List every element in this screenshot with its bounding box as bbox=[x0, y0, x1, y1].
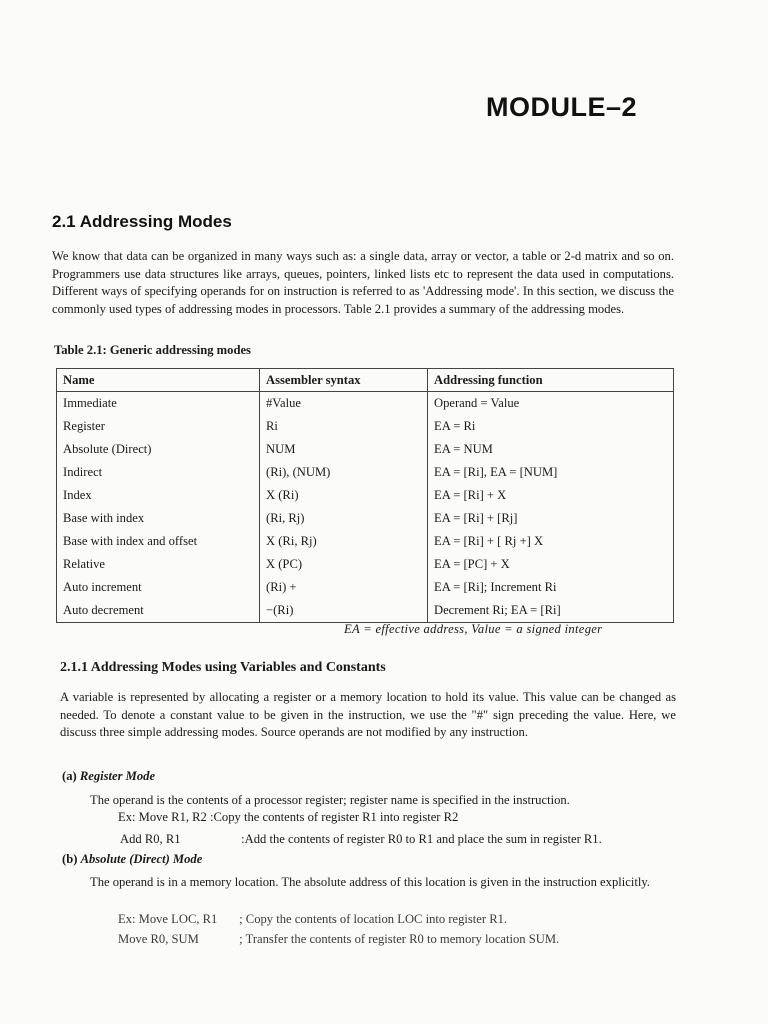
mode-syntax: (Ri), (NUM) bbox=[260, 461, 428, 484]
example-code: Add R0, R1 bbox=[120, 832, 181, 846]
table-row bbox=[57, 553, 674, 576]
subsection-intro-paragraph: A variable is represented by allocating a register or a memory location to hold its value. This value can be changed as needed. To denote a constant value to be given in the instruction, we use the "#" sign preceding the value. Here, we discuss three simple addressing modes. Source operands are not modified by any instruction. bbox=[60, 690, 676, 739]
example-comment: ; Copy the contents of location LOC into register R1. bbox=[239, 912, 508, 926]
example-comment: :Copy the contents of register R1 into register R2 bbox=[210, 810, 459, 824]
example-code: Ex: Move R1, R2 bbox=[118, 810, 207, 824]
table-caption: Table 2.1: Generic addressing modes bbox=[54, 343, 251, 357]
mode-name: Auto increment bbox=[57, 576, 260, 599]
absolute-mode-heading bbox=[62, 852, 202, 867]
mode-syntax: X (Ri, Rj) bbox=[260, 530, 428, 553]
module-title: MODULE–2 bbox=[486, 92, 638, 122]
column-header-function: Addressing function bbox=[428, 369, 674, 392]
mode-syntax: (Ri, Rj) bbox=[260, 507, 428, 530]
table-row bbox=[57, 392, 674, 416]
mode-name: Immediate bbox=[57, 392, 260, 416]
mode-syntax: Ri bbox=[260, 415, 428, 438]
mode-function: EA = [Ri] + X bbox=[428, 484, 674, 507]
mode-function: EA = [Ri] + [Rj] bbox=[428, 507, 674, 530]
mode-function: EA = [Ri]; Increment Ri bbox=[428, 576, 674, 599]
item-title: Register Mode bbox=[79, 769, 156, 783]
mode-name: Absolute (Direct) bbox=[57, 438, 260, 461]
table-row bbox=[57, 438, 674, 461]
table-row bbox=[57, 461, 674, 484]
mode-name: Index bbox=[57, 484, 260, 507]
table-header-row bbox=[57, 369, 674, 392]
absolute-mode-example-2 bbox=[118, 932, 559, 947]
mode-syntax: X (Ri) bbox=[260, 484, 428, 507]
subsection-title: 2.1.1 Addressing Modes using Variables and Constants bbox=[60, 660, 386, 675]
mode-syntax: (Ri) + bbox=[260, 576, 428, 599]
table-footnote: EA = effective address, Value = a signed integer bbox=[344, 622, 603, 636]
mode-name: Auto decrement bbox=[57, 599, 260, 623]
table-row bbox=[57, 484, 674, 507]
register-mode-description: The operand is the contents of a processor register; register name is specified in the instruction. bbox=[90, 793, 570, 807]
mode-syntax: NUM bbox=[260, 438, 428, 461]
mode-name: Base with index bbox=[57, 507, 260, 530]
register-mode-example-1 bbox=[118, 810, 458, 825]
section-intro-paragraph: We know that data can be organized in many ways such as: a single data, array or vector, a table or 2-d matrix and so on. Programmers use data structures like arrays, queues, pointers, linked lists etc to represent the data used in computations. Different ways of specifying operands for on instruction is referred to as 'Addressing mode'. In this section, we discuss the commonly used types of addressing modes in processors. Table 2.1 provides a summary of the addressing modes. bbox=[52, 249, 674, 316]
mode-function: EA = [Ri], EA = [NUM] bbox=[428, 461, 674, 484]
mode-name: Indirect bbox=[57, 461, 260, 484]
mode-name: Relative bbox=[57, 553, 260, 576]
mode-syntax: −(Ri) bbox=[260, 599, 428, 623]
example-code: Ex: Move LOC, R1 bbox=[118, 912, 218, 926]
table-row bbox=[57, 576, 674, 599]
mode-syntax: #Value bbox=[260, 392, 428, 416]
mode-function: Operand = Value bbox=[428, 392, 674, 416]
mode-syntax: X (PC) bbox=[260, 553, 428, 576]
item-label: (a) bbox=[62, 769, 77, 783]
example-code: Move R0, SUM bbox=[118, 932, 199, 946]
example-comment: ; Transfer the contents of register R0 to memory location SUM. bbox=[239, 932, 560, 946]
section-title: 2.1 Addressing Modes bbox=[52, 212, 232, 231]
item-label: (b) bbox=[62, 852, 78, 866]
mode-function: Decrement Ri; EA = [Ri] bbox=[428, 599, 674, 623]
mode-function: EA = [PC] + X bbox=[428, 553, 674, 576]
addressing-modes-table bbox=[56, 368, 674, 623]
mode-name: Register bbox=[57, 415, 260, 438]
mode-function: EA = NUM bbox=[428, 438, 674, 461]
table-row bbox=[57, 530, 674, 553]
mode-function: EA = Ri bbox=[428, 415, 674, 438]
mode-name: Base with index and offset bbox=[57, 530, 260, 553]
absolute-mode-example-1 bbox=[118, 912, 507, 927]
example-comment: :Add the contents of register R0 to R1 and place the sum in register R1. bbox=[241, 832, 602, 846]
table-row bbox=[57, 599, 674, 623]
register-mode-example-2 bbox=[120, 832, 602, 847]
table-row bbox=[57, 507, 674, 530]
mode-function: EA = [Ri] + [ Rj +] X bbox=[428, 530, 674, 553]
column-header-syntax: Assembler syntax bbox=[260, 369, 428, 392]
item-title: Absolute (Direct) Mode bbox=[80, 852, 203, 866]
absolute-mode-description: The operand is in a memory location. The absolute address of this location is given in the instruction explicitly. bbox=[90, 875, 650, 889]
register-mode-heading bbox=[62, 769, 155, 784]
column-header-name: Name bbox=[57, 369, 260, 392]
table-row bbox=[57, 415, 674, 438]
